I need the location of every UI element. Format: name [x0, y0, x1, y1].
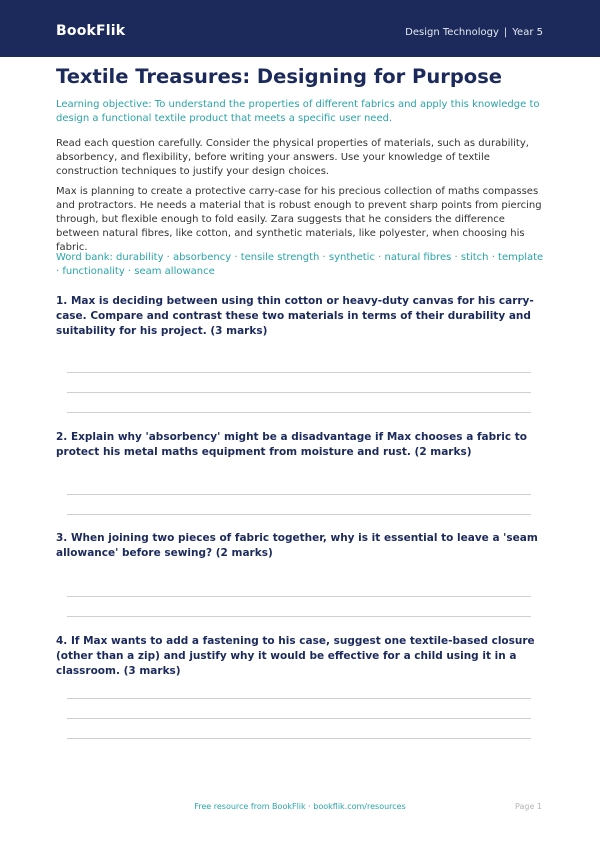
answer-line[interactable] — [67, 738, 531, 739]
year-label: Year 5 — [512, 27, 543, 38]
footer-credit[interactable]: Free resource from BookFlik · bookflik.com/resources — [194, 802, 406, 811]
answer-line[interactable] — [67, 698, 531, 699]
brand-logo: BookFlik — [56, 23, 126, 39]
question-4: 4. If Max wants to add a fastening to his case, suggest one textile-based closure (other than a zip) and justify why it would be effective for a child using it in a classroom. (3 marks) — [56, 635, 535, 677]
instructions-paragraph: Read each question carefully. Consider the physical properties of materials, such as durability, absorbency, and flexibility, before writing your answers. Use your knowledge of textile construction techniques to justify your design choices. — [56, 138, 529, 177]
question-1: 1. Max is deciding between using thin cotton or heavy-duty canvas for his carry-case. Compare and contrast these two materials in terms of their durability and suitability for his project. (3 marks) — [56, 295, 534, 337]
answer-line[interactable] — [67, 412, 531, 413]
answer-line[interactable] — [67, 392, 531, 393]
answer-line[interactable] — [67, 596, 531, 597]
scenario-paragraph: Max is planning to create a protective carry-case for his precious collection of maths compasses and protractors. He needs a material that is robust enough to prevent sharp points from piercing through, but flexible enough to fold easily. Zara suggests that he considers the difference between natural fibres, like cotton, and synthetic materials, like polyester, when choosing his fabric. — [56, 186, 542, 253]
page-header — [0, 0, 600, 57]
question-2: 2. Explain why 'absorbency' might be a disadvantage if Max chooses a fabric to protect his metal maths equipment from moisture and rust. (2 marks) — [56, 431, 528, 458]
page-title: Textile Treasures: Designing for Purpose — [56, 65, 503, 88]
answer-line[interactable] — [67, 372, 531, 373]
word-bank: Word bank: durability · absorbency · tensile strength · synthetic · natural fibres · stitch · template · functionality · seam allowance — [56, 252, 544, 277]
answer-line[interactable] — [67, 616, 531, 617]
answer-line[interactable] — [67, 514, 531, 515]
question-3: 3. When joining two pieces of fabric together, why is it essential to leave a 'seam allowance' before sewing? (2 marks) — [56, 532, 538, 559]
header-separator: | — [503, 27, 508, 38]
subject-label: Design Technology — [405, 27, 499, 38]
page-number: Page 1 — [515, 802, 542, 811]
answer-line[interactable] — [67, 494, 531, 495]
header-meta — [405, 27, 543, 38]
learning-objective: Learning objective: To understand the properties of different fabrics and apply this knowledge to design a functional textile product that meets a specific user need. — [56, 99, 540, 124]
answer-line[interactable] — [67, 718, 531, 719]
